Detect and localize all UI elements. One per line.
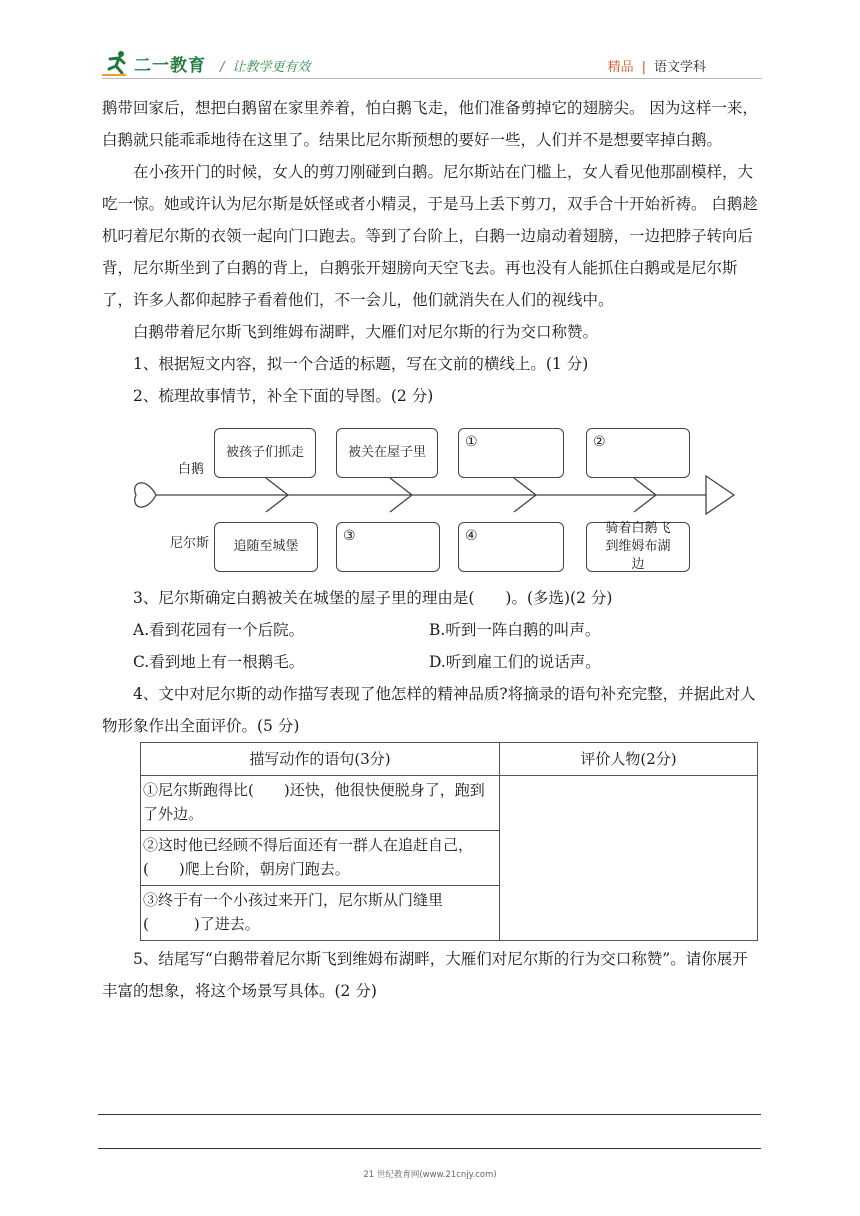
question-5: 5、结尾写“白鹅带着尼尔斯飞到维姆布湖畔，大雁们对尼尔斯的行为交口称赞”。请你展开丰富的想象，将这个场景写具体。(2 分) <box>102 950 748 1000</box>
header-divider: | <box>641 60 646 75</box>
diagram-label-goose: 白鹅 <box>178 462 205 477</box>
slogan: / 让教学更有效 <box>220 60 311 75</box>
diagram-label-nils: 尼尔斯 <box>170 536 210 551</box>
answer-line-1[interactable] <box>98 1114 761 1115</box>
question-1: 1、根据短文内容，拟一个合适的标题，写在文前的横线上。(1 分) <box>133 355 589 373</box>
table-row: ③终于有一个小孩过来开门，尼尔斯从门缝里( )了进去。 <box>141 886 500 941</box>
diagram-box-bottom-1: 追随至城堡 <box>214 522 318 572</box>
table-header-sentences: 描写动作的语句(3分) <box>141 743 500 776</box>
header-rule <box>102 78 762 79</box>
quality-badge: 精品 <box>607 60 634 75</box>
table-row: ②这时他已经顾不得后面还有一群人在追赶自己，( )爬上台阶，朝房门跑去。 <box>141 831 500 886</box>
table-header-evaluation: 评价人物(2分) <box>500 743 758 776</box>
passage-paragraph-1: 鹅带回家后，想把白鹅留在家里养着，怕白鹅飞走，他们准备剪掉它的翅膀尖。 因为这样一来，白鹅就只能乖乖地待在这里了。结果比尼尔斯预想的要好一些，人们并不是想要宰掉白鹅。 <box>102 99 758 149</box>
diagram-box-top-1: 被孩子们抓走 <box>214 428 316 478</box>
plot-diagram <box>102 416 762 576</box>
page-footer: 21 世纪教育网(www.21cnjy.com) <box>363 1170 497 1180</box>
main-content <box>102 92 762 1007</box>
logo <box>102 48 206 78</box>
diagram-box-top-2: 被关在屋子里 <box>336 428 438 478</box>
question-3: 3、尼尔斯确定白鹅被关在城堡的屋子里的理由是( )。(多选)(2 分) <box>133 589 613 607</box>
answer-line-2[interactable] <box>98 1148 761 1149</box>
subject-label: 语文学科 <box>653 60 706 75</box>
passage-paragraph-3: 白鹅带着尼尔斯飞到维姆布湖畔，大雁们对尼尔斯的行为交口称赞。 <box>133 323 599 341</box>
passage-paragraph-2: 在小孩开门的时候，女人的剪刀刚碰到白鹅。尼尔斯站在门槛上，女人看见他那副模样，大吃一惊。她或许认为尼尔斯是妖怪或者小精灵，于是马上丢下剪刀，双手合十开始祈祷。 白鹅趁机叼着尼尔斯的衣领一起向门口跑去。等到了台阶上，白鹅一边扇动着翅膀，一边把脖子转向后背，尼尔斯坐到了白鹅的背上，白鹅张开翅膀向天空飞去。再也没有人能抓住白鹅或是尼尔斯了，许多人都仰起脖子看着他们，不一会儿，他们就消失在人们的视线中。 <box>102 163 758 309</box>
question-2: 2、梳理故事情节，补全下面的导图。(2 分) <box>133 387 434 405</box>
diagram-box-bottom-2: ③ <box>336 522 440 572</box>
page-header <box>102 44 762 84</box>
answer-table <box>140 742 758 941</box>
question-3-options-row-1 <box>102 614 762 646</box>
runner-logo-icon <box>102 49 130 77</box>
diagram-box-bottom-4: 骑着白鹅飞到维姆布湖边 <box>586 522 690 572</box>
option-d: D.听到雇工们的说话声。 <box>429 653 601 671</box>
option-b: B.听到一阵白鹅的叫声。 <box>429 621 601 639</box>
logo-text: 二一教育 <box>134 55 206 76</box>
question-3-options-row-2 <box>102 646 762 678</box>
diagram-box-bottom-3: ④ <box>458 522 564 572</box>
question-4: 4、文中对尼尔斯的动作描写表现了他怎样的精神品质?将摘录的语句补充完整，并据此对人物形象作出全面评价。(5 分) <box>102 685 756 735</box>
diagram-box-top-4: ② <box>586 428 690 478</box>
table-row: ①尼尔斯跑得比( )还快，他很快便脱身了，跑到了外边。 <box>141 776 500 831</box>
header-right <box>608 56 706 75</box>
option-a: A.看到花园有一个后院。 <box>133 621 305 639</box>
evaluation-answer-cell[interactable] <box>500 776 758 941</box>
diagram-box-top-3: ① <box>458 428 564 478</box>
option-c: C.看到地上有一根鹅毛。 <box>133 653 305 671</box>
